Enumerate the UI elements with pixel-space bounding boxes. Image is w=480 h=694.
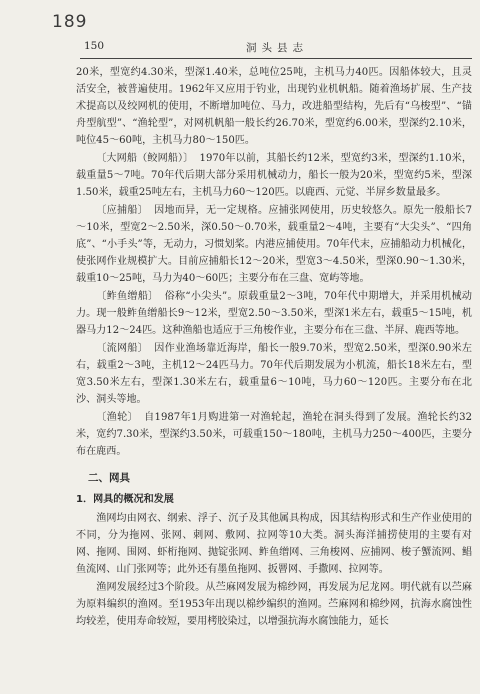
paragraph-yulun: [76, 409, 472, 460]
paragraph-zhayu-boat: [76, 288, 472, 339]
paragraph-text: 俗称“小尖头”。原载重量2～3吨，70年代中期增大，并采用机械动力。现一般鲊鱼缯船长9～12米，型宽2.50～3.50米，型深1米左右，载重5～15吨，机器马力12～24匹。这种渔船也适应于三角梭作业，主要分布在三盘、半屏、鹿西等地。: [76, 291, 472, 336]
header-rule: [80, 58, 472, 59]
paragraph-dawang-boat: [76, 150, 472, 201]
paragraph-text: 自1987年1月购进第一对渔轮起，渔轮在洞头得到了发展。渔轮长约32米，宽约7.30米，型深约3.50米，可载重150～180吨，主机马力250～400匹，主要分布在鹿西。: [76, 412, 473, 457]
boat-type-label: 〔应捕船〕: [96, 205, 149, 216]
paragraph-net-overview: 渔网均由网衣、纲索、浮子、沉子及其他属具构成，因其结构形式和生产作业使用的不同，分为拖网、张网、刺网、敷网、拉网等10大类。洞头海洋捕捞使用的主要有对网、拖网、围网、虾桁拖网、抛锭张网、鲊鱼缯网、三角梭网、应捕网、梭子蟹流网、鲳鱼流网、山门张网等；此外还有墨鱼拖网、扳罾网、手撒网、拉网等。: [76, 513, 472, 575]
paragraph-yingbu-boat: [76, 202, 472, 287]
paragraph-text: 因作业渔场靠近海岸，船长一般9.70米，型宽2.50米，型深0.90米左右，载重2～3吨，主机12～24匹马力。70年代后期发展为小机流，船长18米左右，型宽3.50米左右，型深1.30米左右，载重量6～10吨，马力60～120匹。主要分布在北沙、洞头等地。: [76, 343, 473, 405]
paragraph-continuation: 20米，型宽约4.30米，型深1.40米，总吨位25吨，主机马力40匹。因船体较大，且灵活安全，被普遍使用。1962年又应用于钓业，出现钓业机帆船。随着渔场扩展、生产技术提高以及绞网机的使用，不断增加吨位、马力，改进船型结构，先后有“乌梭型”、“锚舟型航型”、“渔轮型”，对网机帆船一般长约26.70米，型宽约6.00米，型深约2.10米，吨位45～60吨，主机马力80～150匹。: [76, 67, 472, 146]
boat-type-label: 〔鲊鱼缯船〕: [96, 291, 159, 302]
paragraph-text: 因地而异，无一定规格。应捕张网使用，历史较悠久。原先一般船长7～10米，型宽2～2.50米，深0.50～0.70米，载重量2～4吨，主要有“大尖头”、“四角底”、“小手头”等，无动力，习惯划桨。内港应捕使用。70年代末，应捕船动力机械化，使张网作业规模扩大。目前应捕船长12～20米，型宽3～4.50米，型深0.90～1.30米，载重10～25吨，马力为40～60匹；主要分布在三盘、宽屿等地。: [76, 205, 472, 284]
boat-type-label: 〔渔轮〕: [96, 412, 139, 423]
book-title: 洞头县志: [246, 42, 308, 54]
page-header: [84, 40, 470, 56]
subsection-title: 1．网具的概况和发展: [76, 494, 174, 505]
boat-type-label: 〔大网船（鲛网船）〕: [96, 153, 194, 164]
paragraph-liuwang-boat: [76, 340, 472, 408]
section-title: 二、网具: [88, 472, 130, 484]
boat-type-label: 〔流网船〕: [96, 343, 149, 354]
paragraph-net-history: 渔网发展经过3个阶段。从苎麻网发展为棉纱网，再发展为尼龙网。明代就有以苎麻为原料编织的渔网。至1953年出现以棉纱编织的渔网。苎麻网和棉纱网，抗海水腐蚀性均较差，使用寿命较短，要用栲胶染过，以增强抗海水腐蚀能力，延长: [76, 582, 472, 627]
handwritten-page-number: 189: [52, 12, 88, 32]
paragraph-text: 1970年以前，其船长约12米，型宽约3米，型深约1.10米，载重量5～7吨。70年代后期大部分采用机械动力，船长一般为20米，型宽约5米，型深1.50米，载重25吨左右，主机马力60～120匹。以鹿西、元觉、半屏乡数量最多。: [76, 153, 472, 198]
page-body: [76, 64, 472, 631]
page-number: 150: [84, 40, 105, 52]
